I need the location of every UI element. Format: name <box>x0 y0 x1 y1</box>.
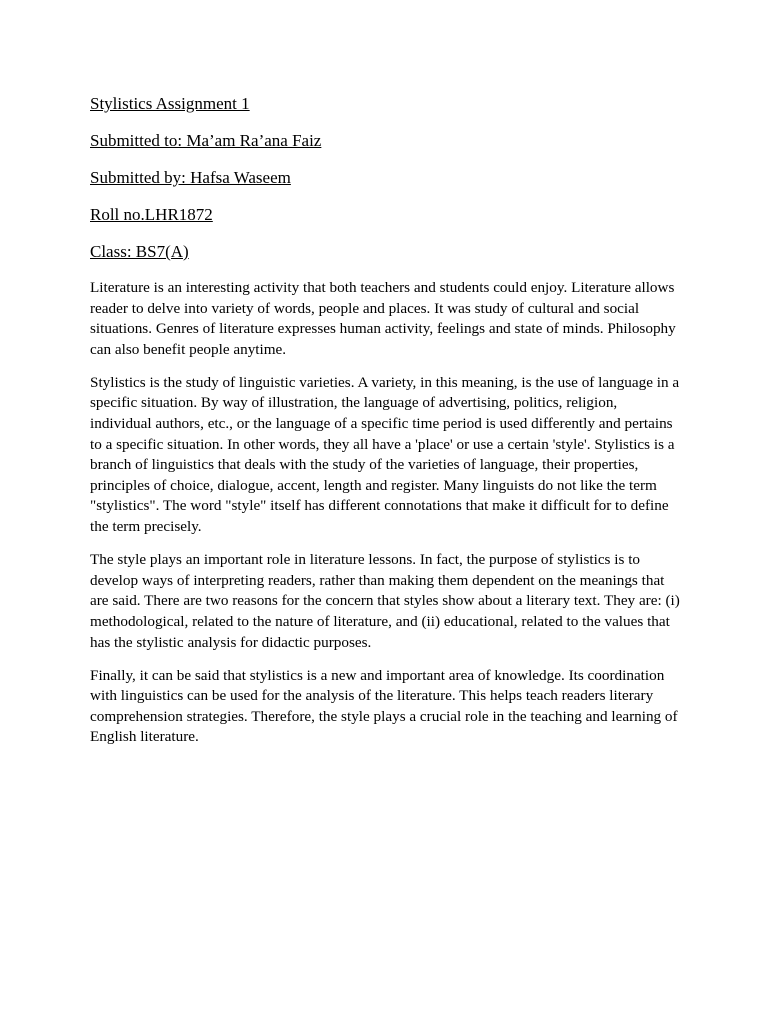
submitted-by: Submitted by: Hafsa Waseem <box>90 168 291 187</box>
paragraph-intro: Literature is an interesting activity that both teachers and students could enjoy. Literature allows reader to delve into variety of words, people and places. It was study of cultural and social situations. Genres of literature expresses human activity, feelings and state of minds. Philosophy can also benefit people anytime. <box>90 279 676 358</box>
class-label: Class: BS7(A) <box>90 242 189 261</box>
assignment-title: Stylistics Assignment 1 <box>90 94 250 113</box>
roll-number: Roll no.LHR1872 <box>90 205 213 224</box>
document-body <box>90 278 682 748</box>
paragraph-style-role: The style plays an important role in literature lessons. In fact, the purpose of stylistics is to develop ways of interpreting readers, rather than making them dependent on the meanings that are said. There are two reasons for the concern that styles show about a literary text. They are: (i) methodological, related to the nature of literature, and (ii) educational, related to the values that has the stylistic analysis for didactic purposes. <box>90 551 680 651</box>
document-page <box>90 90 682 760</box>
submitted-to: Submitted to: Ma’am Ra’ana Faiz <box>90 131 322 150</box>
paragraph-conclusion: Finally, it can be said that stylistics is a new and important area of knowledge. Its coordination with linguistics can be used for the analysis of the literature. This helps teach readers literary comprehension strategies. Therefore, the style plays a crucial role in the teaching and learning of English literature. <box>90 666 678 746</box>
paragraph-stylistics-definition: Stylistics is the study of linguistic varieties. A variety, in this meaning, is the use of language in a specific situation. By way of illustration, the language of advertising, politics, religion, individual authors, etc., or the language of a specific time period is used differently and pertains to a specific situation. In other words, they all have a 'place' or use a certain 'style'. Stylistics is a branch of linguistics that deals with the study of the varieties of language, their properties, principles of choice, dialogue, accent, length and register. Many linguists do not like the term "stylistics". The word "style" itself has different connotations that make it difficult for to define the term precisely. <box>90 373 680 536</box>
document-header <box>90 93 682 263</box>
